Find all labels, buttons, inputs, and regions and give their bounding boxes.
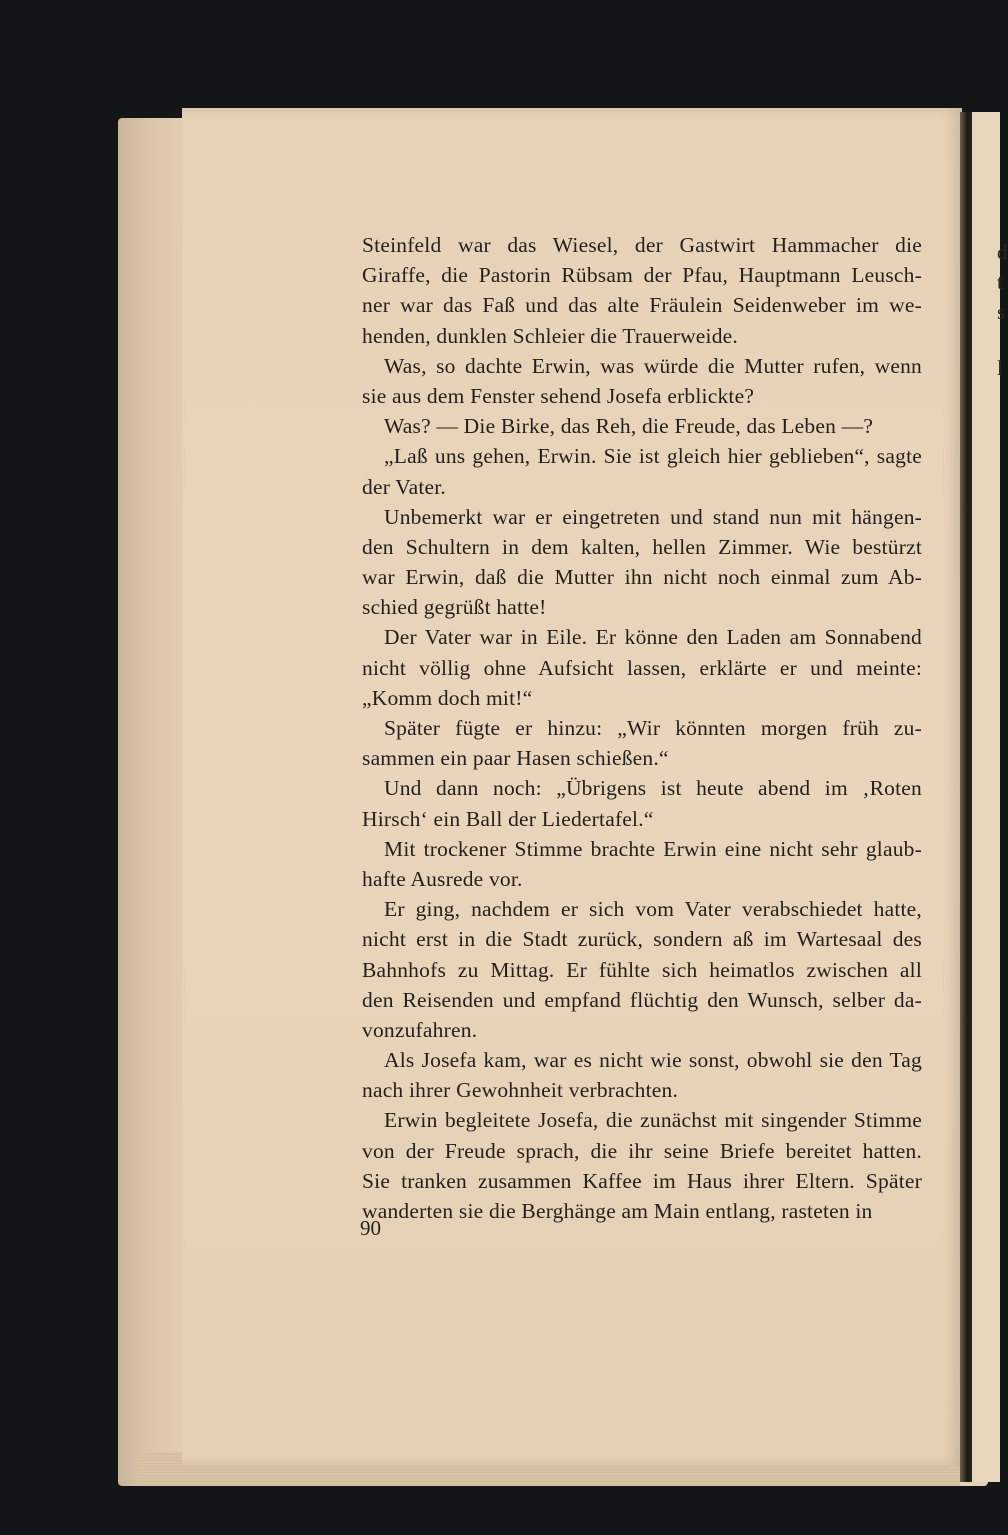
text-line: „Laß uns gehen, Erwin. Sie ist gleich hier geblieben“, sagte [384,444,922,469]
facing-page-letter: s [997,300,1006,324]
text-line: vonzufahren. [362,1017,478,1042]
facing-page-letter: t [997,270,1003,294]
facing-page-fragment [972,112,1008,1482]
text-line: Giraffe, die Pastorin Rübsam der Pfau, Hauptmann Leusch- [362,263,922,288]
text-line: Was? — Die Birke, das Reh, die Freude, das Leben —? [384,414,874,439]
text-line: Sie tranken zusammen Kaffee im Haus ihrer Eltern. Später [362,1168,922,1193]
page-body-text [362,230,922,1226]
text-line: nicht völlig ohne Aufsicht lassen, erklärte er und meinte: [362,655,922,680]
text-line: Hirsch‘ ein Ball der Liedertafel.“ [362,806,654,831]
text-line: ner war das Faß und das alte Fräulein Seidenweber im we- [362,293,922,318]
text-line: schied gegrüßt hatte! [362,595,547,620]
text-line: von der Freude sprach, die ihr seine Briefe bereitet hatten. [362,1138,922,1163]
text-line: Was, so dachte Erwin, was würde die Mutter rufen, wenn [384,353,922,378]
text-line: Er ging, nachdem er sich vom Vater verabschiedet hatte, [384,897,922,922]
paragraph [362,411,922,441]
text-line: „Komm doch mit!“ [362,685,533,710]
text-line: Erwin begleitete Josefa, die zunächst mit singender Stimme [384,1108,922,1133]
text-line: sie aus dem Fenster sehend Josefa erblickte? [362,383,755,408]
text-line: Der Vater war in Eile. Er könne den Laden am Sonnabend [384,625,922,650]
book-gutter [960,112,972,1482]
text-line: Später fügte er hinzu: „Wir könnten morgen früh zu- [384,716,922,740]
text-line: Steinfeld war das Wiesel, der Gastwirt Hammacher die [362,233,922,257]
facing-page-letter: l [997,356,1003,380]
text-line: hafte Ausrede vor. [362,866,523,891]
paragraph [362,502,922,623]
text-line: Bahnhofs zu Mittag. Er fühlte sich heimatlos zwischen all [362,957,922,982]
text-line: wanderten sie die Berghänge am Main entlang, rasteten in [362,1199,873,1223]
paragraph [362,1105,922,1226]
text-line: nach ihrer Gewohnheit verbrachten. [362,1078,679,1103]
text-line: nicht erst in die Stadt zurück, sondern aß im Wartesaal des [362,927,922,952]
text-line: der Vater. [362,474,446,499]
page-number: 90 [360,1216,381,1240]
text-line: den Reisenden und empfand flüchtig den Wunsch, selber da- [362,987,922,1012]
paragraph [362,894,922,1045]
paragraph [362,1045,922,1105]
text-line: war Erwin, daß die Mutter ihn nicht noch einmal zum Ab- [362,565,922,590]
paragraph [362,834,922,894]
text-line: sammen ein paar Hasen schießen.“ [362,746,669,771]
paragraph [362,713,922,773]
text-line: den Schultern in dem kalten, hellen Zimmer. Wie bestürzt [362,534,922,559]
facing-page-letter: d [997,240,1008,264]
text-line: Unbemerkt war er eingetreten und stand nun mit hängen- [384,504,922,529]
paragraph [362,622,922,713]
text-line: Mit trockener Stimme brachte Erwin eine nicht sehr glaub- [384,836,922,861]
text-line: Und dann noch: „Übrigens ist heute abend im ‚Roten [384,776,922,801]
paragraph [362,230,922,351]
paragraph [362,351,922,411]
text-line: Als Josefa kam, war es nicht wie sonst, obwohl sie den Tag [384,1048,922,1073]
paragraph [362,773,922,833]
text-line: henden, dunklen Schleier die Trauerweide. [362,323,738,348]
paragraph [362,441,922,501]
